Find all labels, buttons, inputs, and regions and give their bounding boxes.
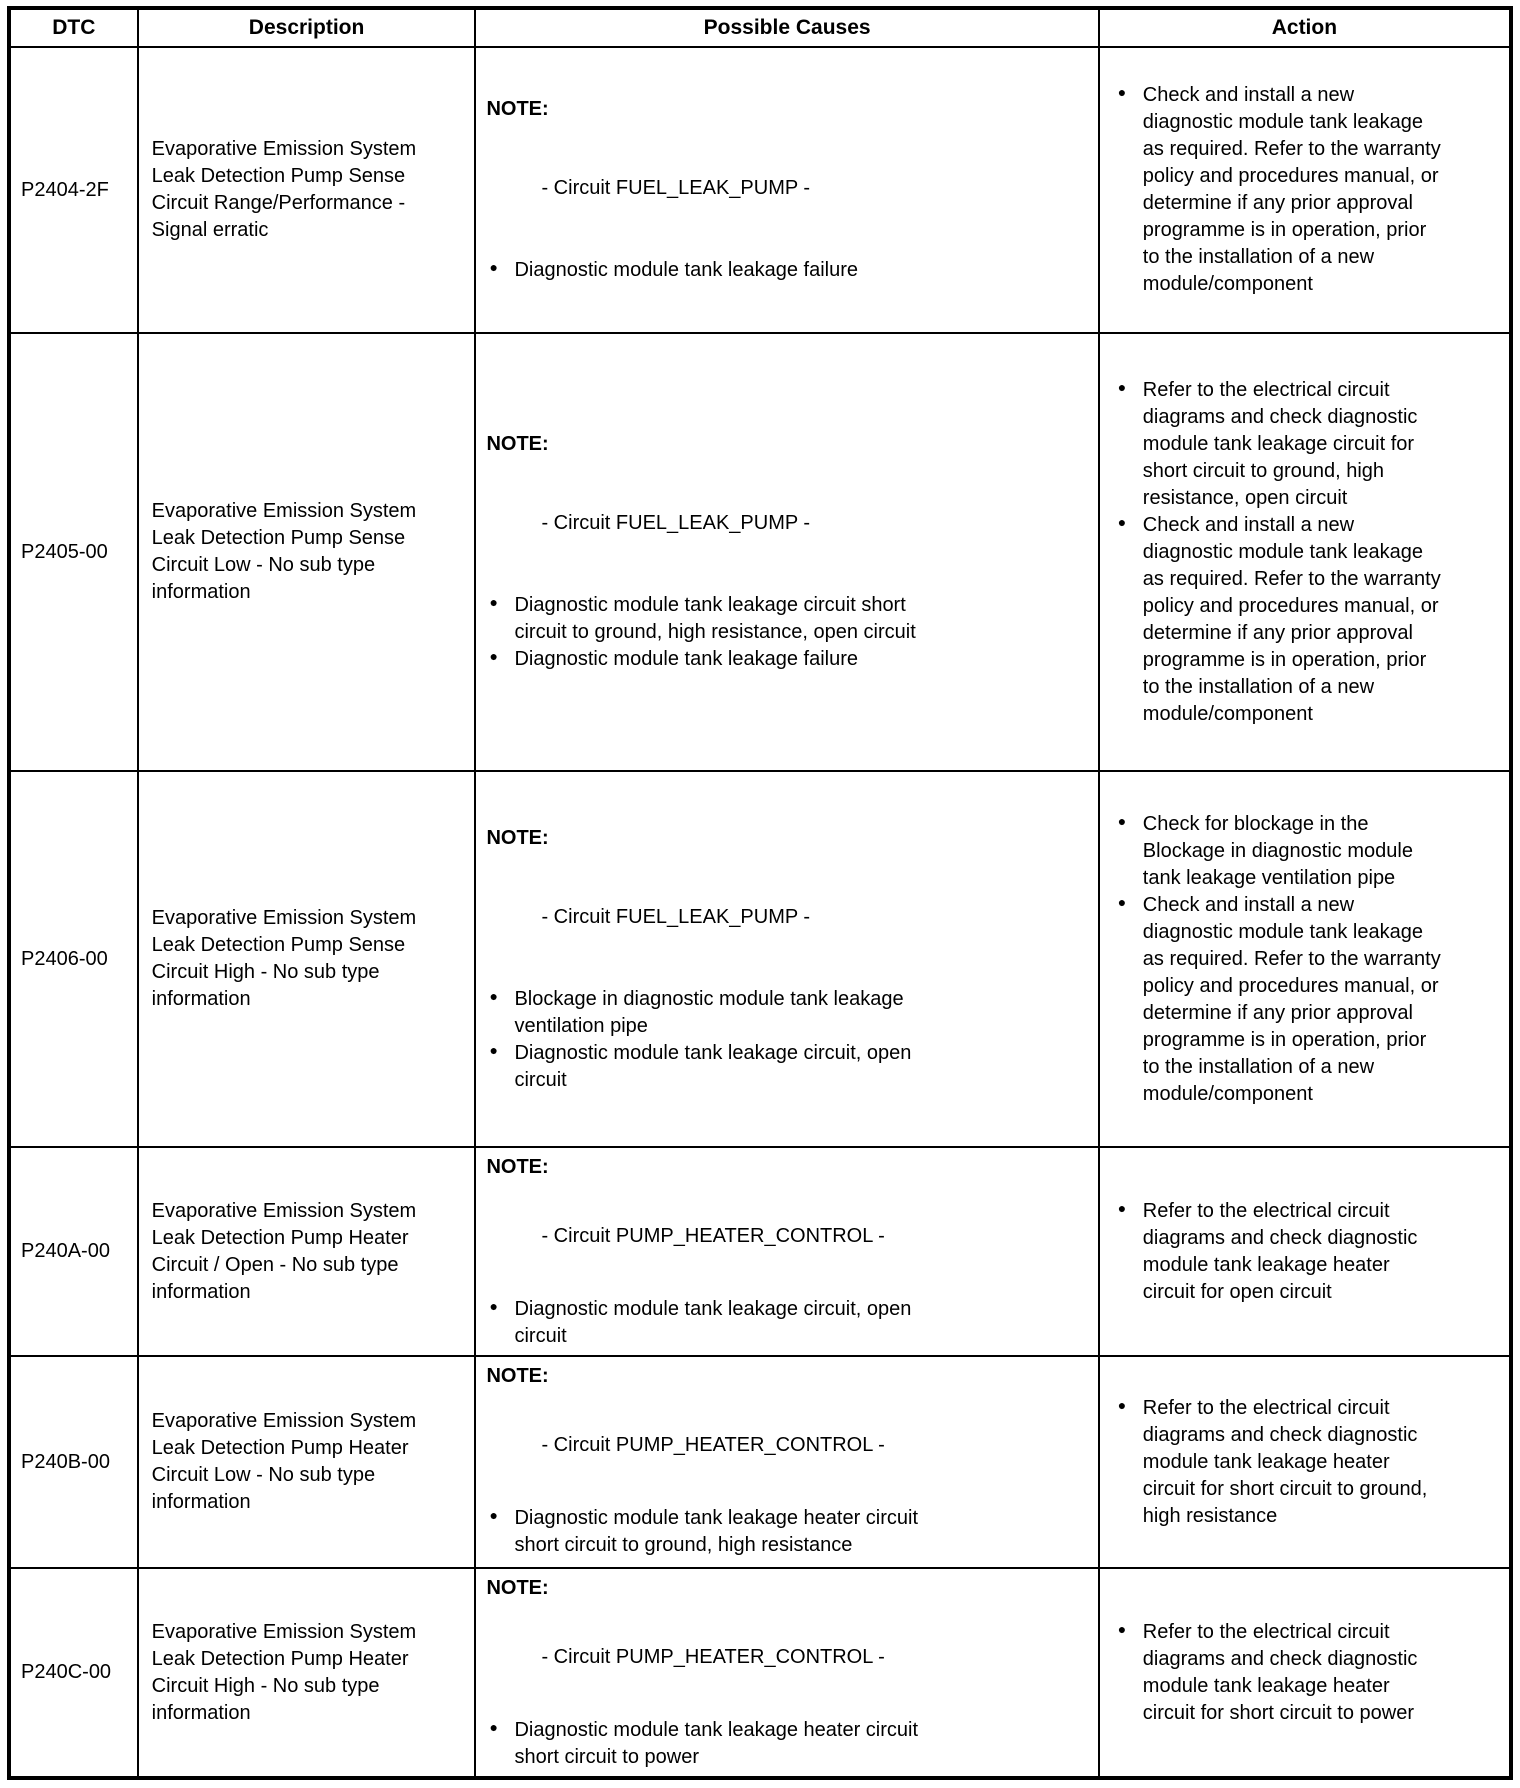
cause-bullet-list <box>486 986 951 1094</box>
table-row <box>9 1147 1511 1356</box>
possible-causes-cell <box>475 1568 1098 1778</box>
table-row <box>9 47 1511 333</box>
possible-causes-cell <box>475 1356 1098 1568</box>
cause-bullet: ● Diagnostic module tank leakage heater circuit short circuit to ground, high resistance <box>486 1505 951 1559</box>
action-cell <box>1099 1568 1511 1778</box>
table-row <box>9 1568 1511 1778</box>
action-bullet-list <box>1115 1395 1445 1530</box>
cause-bullet-list <box>486 257 951 284</box>
description-text: Evaporative Emission System Leak Detection Pump Sense Circuit Low - No sub type information <box>151 500 417 603</box>
circuit-label: - Circuit PUMP_HEATER_CONTROL - <box>541 1646 885 1668</box>
description-text: Evaporative Emission System Leak Detection Pump Heater Circuit High - No sub type information <box>151 1620 417 1724</box>
cause-bullet-list <box>486 1296 951 1350</box>
action-bullet-list <box>1115 1198 1445 1306</box>
action-cell <box>1099 333 1511 771</box>
dtc-code: P2405-00 <box>21 540 108 563</box>
cause-bullet: ● Diagnostic module tank leakage circuit, open circuit <box>486 1296 951 1350</box>
dtc-table <box>7 6 1513 1780</box>
action-bullet: ● Check and install a new diagnostic module tank leakage as required. Refer to the warranty policy and procedures manual, or determine if any prior approval programme is in operation, prior to the installation of a new module/component <box>1115 512 1445 728</box>
cause-bullet-list <box>486 1717 951 1771</box>
description-cell <box>138 1356 476 1568</box>
table-header-row <box>9 8 1511 47</box>
dtc-code: P2406-00 <box>21 947 108 970</box>
cause-bullet-list <box>486 1505 951 1559</box>
action-bullet: ● Check and install a new diagnostic module tank leakage as required. Refer to the warranty policy and procedures manual, or determine if any prior approval programme is in operation, prior to the installation of a new module/component <box>1115 892 1445 1108</box>
description-cell <box>138 1147 476 1356</box>
dtc-cell <box>9 1147 138 1356</box>
description-text: Evaporative Emission System Leak Detection Pump Heater Circuit / Open - No sub type information <box>151 1199 417 1303</box>
circuit-label: - Circuit FUEL_LEAK_PUMP - <box>541 177 811 199</box>
circuit-label: - Circuit FUEL_LEAK_PUMP - <box>541 512 811 534</box>
header-dtc: DTC <box>9 8 138 47</box>
description-text: Evaporative Emission System Leak Detection Pump Sense Circuit High - No sub type information <box>151 907 417 1010</box>
action-cell <box>1099 1356 1511 1568</box>
action-bullet-list <box>1115 811 1445 1108</box>
possible-causes-cell <box>475 333 1098 771</box>
note-label: NOTE: <box>486 1577 549 1599</box>
cause-bullet: ● Diagnostic module tank leakage circuit short circuit to ground, high resistance, open circuit <box>486 592 951 646</box>
dtc-code: P240B-00 <box>21 1450 110 1473</box>
action-bullet-list <box>1115 82 1445 298</box>
possible-causes-cell <box>475 1147 1098 1356</box>
action-bullet: ● Refer to the electrical circuit diagrams and check diagnostic module tank leakage heater circuit for open circuit <box>1115 1198 1445 1306</box>
dtc-cell <box>9 1568 138 1778</box>
circuit-label: - Circuit FUEL_LEAK_PUMP - <box>541 905 811 928</box>
action-bullet: ● Check and install a new diagnostic module tank leakage as required. Refer to the warranty policy and procedures manual, or determine if any prior approval programme is in operation, prior to the installation of a new module/component <box>1115 82 1445 298</box>
table-row <box>9 333 1511 771</box>
circuit-label: - Circuit PUMP_HEATER_CONTROL - <box>541 1434 885 1456</box>
action-bullet: ● Refer to the electrical circuit diagrams and check diagnostic module tank leakage heater circuit for short circuit to power <box>1115 1619 1445 1727</box>
possible-causes-cell <box>475 771 1098 1147</box>
description-text: Evaporative Emission System Leak Detection Pump Sense Circuit Range/Performance - Signal erratic <box>151 138 417 241</box>
description-cell <box>138 47 476 333</box>
note-label: NOTE: <box>486 1156 549 1178</box>
cause-bullet: ● Diagnostic module tank leakage circuit, open circuit <box>486 1040 951 1094</box>
description-cell <box>138 1568 476 1778</box>
circuit-label: - Circuit PUMP_HEATER_CONTROL - <box>541 1225 885 1247</box>
possible-causes-cell <box>475 47 1098 333</box>
dtc-code: P2404-2F <box>21 178 109 201</box>
action-bullet-list <box>1115 377 1445 728</box>
header-description: Description <box>138 8 476 47</box>
action-bullet-list <box>1115 1619 1445 1727</box>
note-label: NOTE: <box>486 98 549 120</box>
header-possible-causes: Possible Causes <box>475 8 1098 47</box>
action-cell <box>1099 771 1511 1147</box>
note-label: NOTE: <box>486 826 549 849</box>
dtc-cell <box>9 333 138 771</box>
dtc-code: P240C-00 <box>21 1661 112 1683</box>
action-bullet: ● Check for blockage in the Blockage in diagnostic module tank leakage ventilation pipe <box>1115 811 1445 892</box>
description-cell <box>138 771 476 1147</box>
dtc-code: P240A-00 <box>21 1240 110 1262</box>
action-bullet: ● Refer to the electrical circuit diagrams and check diagnostic module tank leakage heater circuit for short circuit to ground, high resistance <box>1115 1395 1445 1530</box>
table-row <box>9 771 1511 1147</box>
table-row <box>9 1356 1511 1568</box>
action-cell <box>1099 1147 1511 1356</box>
description-text: Evaporative Emission System Leak Detection Pump Heater Circuit Low - No sub type information <box>151 1410 417 1513</box>
cause-bullet: ● Blockage in diagnostic module tank leakage ventilation pipe <box>486 986 951 1040</box>
header-action: Action <box>1099 8 1511 47</box>
dtc-cell <box>9 1356 138 1568</box>
dtc-cell <box>9 47 138 333</box>
action-bullet: ● Refer to the electrical circuit diagrams and check diagnostic module tank leakage circuit for short circuit to ground, high resistance, open circuit <box>1115 377 1445 512</box>
action-cell <box>1099 47 1511 333</box>
description-cell <box>138 333 476 771</box>
note-label: NOTE: <box>486 433 549 455</box>
cause-bullet: ● Diagnostic module tank leakage failure <box>486 257 951 284</box>
note-label: NOTE: <box>486 1365 549 1387</box>
dtc-cell <box>9 771 138 1147</box>
cause-bullet: ● Diagnostic module tank leakage failure <box>486 646 951 673</box>
cause-bullet: ● Diagnostic module tank leakage heater circuit short circuit to power <box>486 1717 951 1771</box>
table-body <box>9 47 1511 1778</box>
cause-bullet-list <box>486 592 951 673</box>
